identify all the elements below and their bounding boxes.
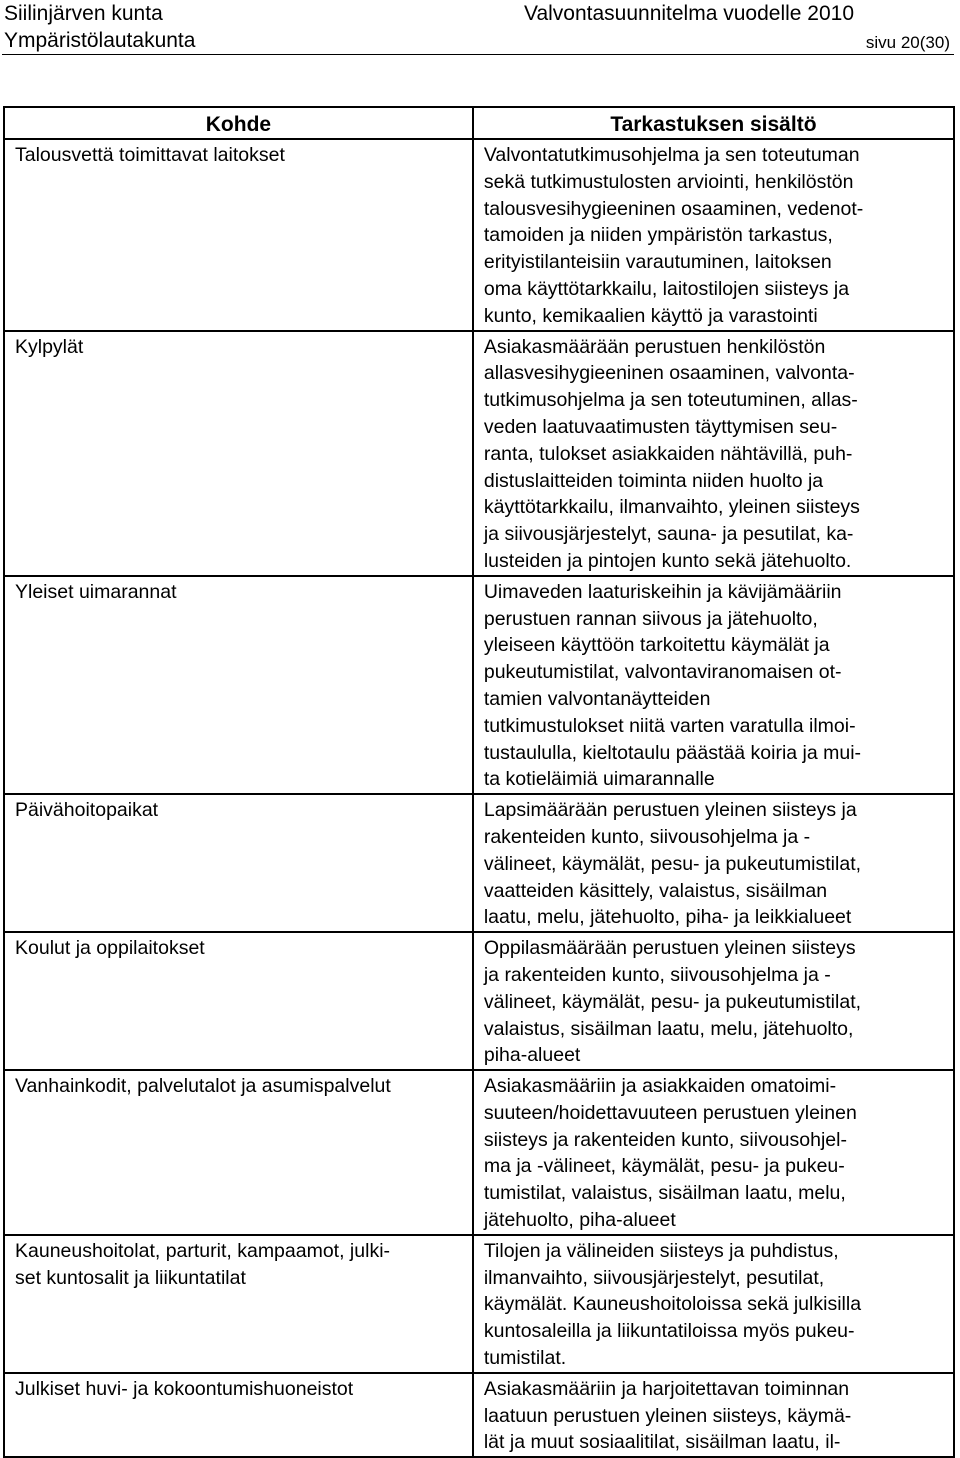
sisalto-text-line: ja siivousjärjestelyt, sauna- ja pesutilat, ka- — [483, 523, 854, 546]
sisalto-text-line: laatuun perustuen yleinen siisteys, käymä- — [483, 1404, 852, 1427]
header-divider — [2, 54, 954, 55]
sisalto-text-line: distuslaitteiden toiminta niiden huolto ja — [483, 469, 824, 492]
table-row — [4, 576, 954, 794]
kohde-text-line: Kauneushoitolat, parturit, kampaamot, julki- — [15, 1239, 391, 1262]
sisalto-text-line: Asiakasmääriin ja harjoitettavan toiminnan — [483, 1377, 850, 1400]
table-header-row — [4, 107, 954, 139]
page-header — [0, 0, 960, 54]
table-row — [4, 932, 954, 1070]
kohde-cell — [4, 1373, 473, 1457]
sisalto-text-line: tamoiden ja niiden ympäristön tarkastus, — [483, 224, 833, 247]
sisalto-text-line: tumistilat. — [483, 1347, 567, 1370]
sisalto-text-line: kunto, kemikaalien käyttö ja varastointi — [483, 304, 818, 327]
table-row — [4, 331, 954, 576]
kohde-text-line: set kuntosalit ja liikuntatilat — [15, 1266, 246, 1289]
table-row — [4, 1373, 954, 1457]
kohde-text-line: Koulut ja oppilaitokset — [15, 937, 205, 960]
sisalto-cell — [473, 576, 954, 794]
column-header-sisalto: Tarkastuksen sisältö — [473, 107, 954, 139]
sisalto-text-line: rakenteiden kunto, siivousohjelma ja - — [483, 825, 811, 848]
sisalto-text-line: Asiakasmääriin ja asiakkaiden omatoimi- — [483, 1075, 837, 1098]
sisalto-cell — [473, 1235, 954, 1373]
kohde-text-line: Vanhainkodit, palvelutalot ja asumispalvelut — [15, 1075, 391, 1098]
table-body — [4, 139, 954, 1457]
kohde-cell — [4, 576, 473, 794]
table-row — [4, 794, 954, 932]
kohde-text-line: Päivähoitopaikat — [15, 799, 159, 822]
sisalto-text-line: ranta, tulokset asiakkaiden nähtävillä, puh- — [483, 442, 853, 465]
sisalto-cell — [473, 331, 954, 576]
table-row — [4, 1070, 954, 1235]
sisalto-text-line: lät ja muut sosiaalitilat, sisäilman laatu, il- — [483, 1431, 841, 1454]
sisalto-cell — [473, 932, 954, 1070]
sisalto-text-line: Uimaveden laaturiskeihin ja kävijämääriin — [483, 580, 842, 603]
sisalto-text-line: yleiseen käyttöön tarkoitettu käymälät ja — [483, 634, 830, 657]
sisalto-text-line: erityistilanteisiin varautuminen, laitoksen — [483, 251, 832, 274]
sisalto-cell — [473, 1373, 954, 1457]
column-header-kohde: Kohde — [4, 107, 473, 139]
kohde-cell — [4, 1070, 473, 1235]
sisalto-text-line: pukeutumistilat, valvontaviranomaisen ot- — [483, 661, 842, 684]
sisalto-text-line: valaistus, sisäilman laatu, melu, jätehuolto, — [483, 1017, 854, 1040]
sisalto-text-line: talousvesihygieeninen osaaminen, vedenot- — [483, 197, 864, 220]
sisalto-cell — [473, 139, 954, 331]
inspection-table — [3, 106, 955, 1458]
board-name: Ympäristölautakunta — [4, 29, 196, 52]
sisalto-text-line: ta kotieläimiä uimarannalle — [483, 768, 715, 791]
sisalto-text-line: Tilojen ja välineiden siisteys ja puhdistus, — [483, 1239, 839, 1262]
kohde-cell — [4, 794, 473, 932]
sisalto-text-line: Valvontatutkimusohjelma ja sen toteutuman — [483, 144, 860, 166]
sisalto-text-line: käymälät. Kauneushoitoloissa sekä julkisilla — [483, 1293, 862, 1316]
kohde-text-line: Julkiset huvi- ja kokoontumishuoneistot — [15, 1377, 354, 1400]
sisalto-text-line: tutkimustulokset niitä varten varatulla ilmoi- — [483, 714, 856, 737]
sisalto-text-line: Oppilasmäärään perustuen yleinen siisteys — [483, 937, 856, 960]
sisalto-text-line: jätehuolto, piha-alueet — [483, 1209, 676, 1232]
kohde-text-line: Talousvettä toimittavat laitokset — [15, 144, 285, 166]
kohde-cell — [4, 331, 473, 576]
sisalto-text-line: tumistilat, valaistus, sisäilman laatu, melu, — [483, 1182, 846, 1205]
sisalto-text-line: lusteiden ja pintojen kunto sekä jätehuolto. — [483, 549, 852, 572]
sisalto-text-line: kuntosaleilla ja liikuntatiloissa myös pukeu- — [483, 1320, 855, 1343]
sisalto-cell — [473, 1070, 954, 1235]
kohde-cell — [4, 1235, 473, 1373]
sisalto-text-line: sekä tutkimustulosten arviointi, henkilöstön — [483, 170, 854, 193]
kohde-text-line: Kylpylät — [15, 335, 84, 358]
table-row — [4, 1235, 954, 1373]
sisalto-text-line: ja rakenteiden kunto, siivousohjelma ja - — [483, 963, 831, 986]
sisalto-text-line: laatu, melu, jätehuolto, piha- ja leikkialueet — [483, 906, 852, 929]
sisalto-text-line: veden laatuvaatimusten täyttymisen seu- — [483, 415, 838, 438]
sisalto-text-line: vaatteiden käsittely, valaistus, sisäilman — [483, 879, 828, 902]
sisalto-text-line: tustaululla, kieltotaulu päästää koiria ja mui- — [483, 741, 862, 764]
kohde-text-line: Yleiset uimarannat — [15, 580, 177, 603]
sisalto-text-line: Asiakasmäärään perustuen henkilöstön — [483, 335, 826, 358]
sisalto-text-line: tamien valvontanäytteiden — [483, 687, 711, 710]
document-title: Valvontasuunnitelma vuodelle 2010 — [524, 2, 855, 25]
sisalto-text-line: allasvesihygieeninen osaaminen, valvonta- — [483, 362, 855, 385]
kohde-cell — [4, 932, 473, 1070]
sisalto-text-line: siisteys ja rakenteiden kunto, siivousohjel- — [483, 1128, 847, 1151]
sisalto-text-line: ma ja -välineet, käymälät, pesu- ja pukeu- — [483, 1155, 845, 1178]
sisalto-text-line: perustuen rannan siivous ja jätehuolto, — [483, 607, 818, 630]
sisalto-text-line: tutkimusohjelma ja sen toteutuminen, allas- — [483, 389, 858, 412]
municipality-name: Siilinjärven kunta — [4, 2, 163, 25]
sisalto-text-line: piha-alueet — [483, 1044, 581, 1067]
page-number: sivu 20(30) — [865, 33, 950, 52]
sisalto-text-line: ilmanvaihto, siivousjärjestelyt, pesutilat, — [483, 1266, 825, 1289]
sisalto-text-line: käyttötarkkailu, ilmanvaihto, yleinen siisteys — [483, 496, 860, 519]
sisalto-text-line: Lapsimäärään perustuen yleinen siisteys ja — [483, 799, 857, 822]
sisalto-text-line: välineet, käymälät, pesu- ja pukeutumistilat, — [483, 852, 862, 875]
sisalto-text-line: suuteen/hoidettavuuteen perustuen yleinen — [483, 1101, 857, 1124]
sisalto-text-line: oma käyttötarkkailu, laitostilojen siisteys ja — [483, 277, 850, 300]
sisalto-cell — [473, 794, 954, 932]
sisalto-text-line: välineet, käymälät, pesu- ja pukeutumistilat, — [483, 990, 862, 1013]
kohde-cell — [4, 139, 473, 331]
table-row — [4, 139, 954, 331]
